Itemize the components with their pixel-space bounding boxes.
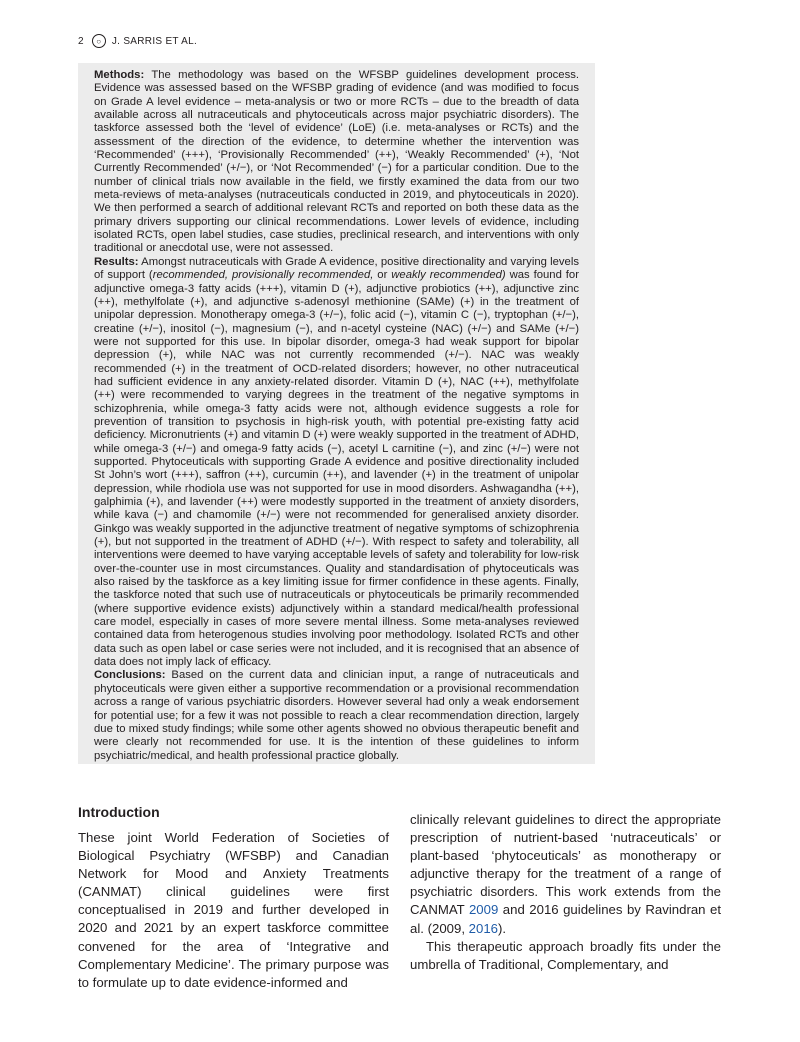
intro-right-paragraph-2: This therapeutic approach broadly fits under the umbrella of Traditional, Complementary, and bbox=[410, 938, 721, 972]
abstract-methods bbox=[94, 69, 579, 256]
intro-left-paragraph: These joint World Federation of Societies of Biological Psychiatry (WFSBP) and Canadian Network for Mood and Anxiety Treatments (CANMAT) clinical guidelines were first conceptualised in 2019 and further developed in 2020 and 2021 by an expert taskforce committee convened for the area of ‘Integrative and Complementary Medicine’. The primary purpose was to formulate up to date evidence-informed and bbox=[78, 830, 389, 990]
results-text-after: was found for adjunctive omega-3 fatty acids (+++), vitamin D (+), adjunctive probiotics (++), adjunctive zinc (++), methylfolate (+), and adjunctive s-adenosyl methionine (SAMe) (+) in the treatment of unipolar depression. Monotherapy omega-3 (+/−), folic acid (−), vitamin C (−), tryptophan (+/−), creatine (+/−), inositol (−), magnesium (−), and n-acetyl cysteine (NAC) (+/−) and SAMe (+/−) were not supported for this use. In bipolar disorder, omega-3 had weak support for bipolar depression (+), while NAC was not currently recommended (+/−). NAC was weakly recommended (+) in the treatment of OCD-related disorders; however, no other nutraceutical had sufficient evidence in any anxiety-related disorder. Vitamin D (+), NAC (++), methylfolate (++) were recommended to varying degrees in the treatment of the negative symptoms in schizophrenia, while omega-3 fatty acids were not, although evidence suggests a role for prevention of transition to psychosis in high-risk youth, with potential pre-existing fatty acid deficiency. Micronutrients (+) and vitamin D (+) were weakly supported in the treatment of ADHD, while omega-3 (+/−) and omega-9 fatty acids (−), acetyl L carnitine (−), and zinc (+/−) were not supported. Phytoceuticals with supporting Grade A evidence and positive directionality included St John’s wort (+++), saffron (++), curcumin (++), and lavender (+) in the treatment of unipolar depression, while rhodiola use was not supported for use in mood disorders. Ashwagandha (++), galphimia (+), and lavender (++) were modestly supported in the treatment of anxiety disorders, while kava (−) and chamomile (+/−) were not recommended for generalised anxiety disorder. Ginkgo was weakly supported in the adjunctive treatment of negative symptoms of schizophrenia (+), but not supported in the treatment of ADHD (+/−). With respect to safety and tolerability, all interventions were deemed to have varying acceptable levels of safety and tolerability for low-risk over-the-counter use in most circumstances. Quality and standardisation of phytoceuticals was also raised by the taskforce as a key limiting issue for firmer confidence in these agents. Finally, the taskforce noted that such use of nutraceuticals or phytoceuticals be primarily recommended (where supportive evidence exists) adjunctively within a standard medical/health professional care model, especially in cases of more severe mental illness. Some meta-analyses reviewed contained data from heterogenous studies involving poor methodology. Isolated RCTs and other data such as open label or case series were not included, and it is recognised that an absence of data does not imply lack of efficacy. bbox=[94, 269, 579, 669]
page-number: 2 bbox=[78, 35, 84, 47]
right-column bbox=[410, 811, 721, 974]
results-italic-1: recommended, provisionally recommended, bbox=[152, 269, 374, 282]
conclusions-text: Based on the current data and clinician input, a range of nutraceuticals and phytoceuticals were given either a supportive recommendation or a provisional recommendation across a range of various psychiatric disorders. However several had only a weak endorsement for potential use; for a few it was not possible to reach a clear recommendation direction, largely due to mixed study findings; while some other agents showed no obvious therapeutic benefit and were clearly not recommended for use. It is the intention of these guidelines to inform psychiatric/medical, and health professional practice globally. bbox=[94, 669, 579, 762]
running-head-authors: J. SARRIS ET AL. bbox=[111, 35, 198, 47]
journal-logo-icon: ○ bbox=[92, 34, 106, 48]
left-column bbox=[78, 829, 389, 992]
introduction-heading: Introduction bbox=[78, 804, 160, 820]
intro-right-text-1: clinically relevant guidelines to direct the appropriate prescription of nutrient-based ‘nutraceuticals’ or plant-based ‘phytoceuticals’ as monotherapy or adjunctive therapy for the treatment of a range of psychiatric disorders. This work extends from the CANMAT bbox=[410, 812, 721, 918]
intro-right-paragraph-1 bbox=[410, 811, 721, 938]
citation-link-2016[interactable]: 2016 bbox=[468, 920, 498, 936]
results-label: Results: bbox=[94, 255, 139, 268]
methods-text: The methodology was based on the WFSBP guidelines development process. Evidence was assessed based on the WFSBP grading of evidence (and was modified to focus on Grade A level evidence – meta-analysis or two or more RCTs – due to the breadth of data available across all nutraceuticals and phytoceuticals across major psychiatric disorders). The taskforce assessed both the ‘level of evidence’ (LoE) (i.e. meta-analyses or RCTs) and the assessment of the direction of the evidence, to determine whether the intervention was ‘Recommended’ (+++), ‘Provisionally Recommended’ (++), ‘Weakly Recommended’ (+), ‘Not Currently Recommended’ (+/−), or ‘Not Recommended’ (−) for a particular condition. Due to the number of clinical trials now available in the field, we firstly examined the data from our two meta-reviews of meta-analyses (nutraceuticals conducted in 2019, and phytoceuticals in 2020). We then performed a search of additional relevant RCTs and reported on both these data as the primary drivers supporting our clinical recommendations. Lower levels of evidence, including isolated RCTs, open label studies, case studies, preclinical research, and interventions with only traditional or anecdotal use, were not assessed. bbox=[94, 69, 580, 255]
intro-right-text-2: and 2016 guidelines by Ravindran et al. (2009, bbox=[410, 902, 721, 936]
results-italic-2: weakly recommended) bbox=[391, 269, 506, 282]
results-text-before: Amongst nutraceuticals with Grade A evidence, positive directionality and varying levels of support ( bbox=[94, 255, 579, 282]
abstract-results bbox=[94, 256, 579, 670]
citation-link-2009[interactable]: 2009 bbox=[468, 902, 499, 918]
abstract-box bbox=[78, 63, 595, 764]
results-text-or: or bbox=[373, 269, 392, 282]
running-header bbox=[78, 33, 197, 49]
abstract-conclusions bbox=[94, 669, 579, 762]
conclusions-label: Conclusions: bbox=[94, 669, 166, 682]
intro-right-text-3: ). bbox=[498, 920, 507, 936]
methods-label: Methods: bbox=[94, 69, 145, 81]
